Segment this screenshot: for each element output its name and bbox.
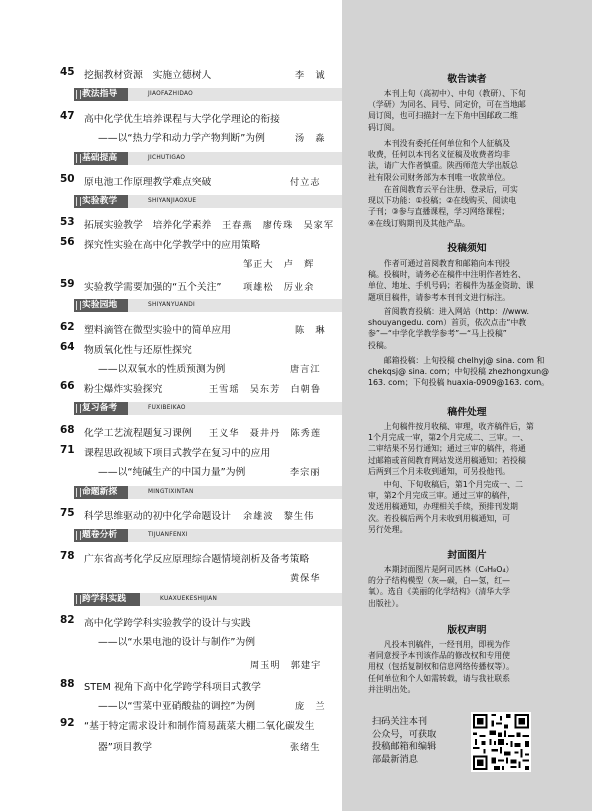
page-number: 47 — [60, 110, 75, 122]
paragraph: 作者可通过首阅教育和邮箱向本刊投 稿。投稿时，请务必在稿件中注明作者姓名、 单位、地址、手机号码；若稿件为基金资助、课 题项目稿件，请参考本刊刊文进行标注。 — [368, 259, 534, 302]
article-title[interactable]: 实验教学需要加强的“五个关注” — [84, 282, 222, 293]
paragraph: 本刊没有委托任何单位和个人征稿及 收费，任何以本刊名义征稿及收费者均非 法，请广大作者慎重。陕西师范大学出版总 社有限公司财务部为本刊唯一收款单位。 — [368, 139, 518, 182]
section-title: 复习备考 — [74, 402, 128, 415]
page-number: 50 — [60, 173, 75, 185]
heading-cover-image: 封面图片 — [447, 550, 487, 561]
page-number: 64 — [60, 341, 75, 353]
article-title[interactable]: 广东省高考化学反应原理综合题情境剖析及备考策略 — [84, 554, 310, 565]
section-title: 实验教学 — [74, 195, 128, 208]
article-authors: 王义华 聂井丹 陈秀莲 — [209, 428, 322, 439]
section-pinyin: JICHUTIGAO — [128, 152, 342, 165]
paragraph: 首阅教育投稿：进入网站（http：//www. shouyangedu. com）首页，依次点击“中教 参”—“中学化学教学参考”—“马上投稿” 投稿。 — [368, 307, 530, 350]
section-title: 跨学科实践 — [74, 593, 140, 606]
article-authors: 邹正大 卢 辉 — [243, 259, 315, 270]
page-number: 59 — [60, 278, 75, 290]
article-title[interactable]: 探究性实验在高中化学教学中的应用策略 — [84, 240, 261, 251]
paragraph: 邮箱投稿：上旬投稿 chelhyj@ sina. com 和 chekqsj@ sina. com；中旬投稿 zhezhongxun@ 163. com；下旬投稿 huaxia-0909@163. com。 — [368, 356, 550, 388]
section-title: 基础提高 — [74, 152, 128, 165]
article-title[interactable]: 高中化学跨学科实验教学的设计与实践 — [84, 618, 251, 629]
article-author: 李 诚 — [295, 70, 326, 81]
page-number: 78 — [60, 550, 75, 562]
article-author: 唐言江 — [290, 364, 321, 375]
article-author: 付立志 — [290, 177, 321, 188]
section-pinyin: SHIYANYUANDI — [128, 299, 342, 312]
article-title[interactable]: 塑料滴管在微型实验中的简单应用 — [84, 325, 231, 336]
page-number: 88 — [60, 678, 75, 690]
article-title[interactable]: 化学工艺流程题复习课例 — [84, 428, 192, 439]
section-pinyin: KUAXUEKESHIJIAN — [140, 593, 342, 606]
page-number: 82 — [60, 614, 75, 626]
section-title: 命题新探 — [74, 486, 128, 499]
page-number: 53 — [60, 216, 75, 228]
qr-code-icon[interactable] — [471, 712, 531, 772]
page-number: 75 — [60, 507, 75, 519]
article-subtitle: ——以“雪菜中亚硝酸盐的调控”为例 — [98, 701, 256, 712]
paragraph: 上旬稿件按月收稿、审理，收齐稿件后，第 1个月完成一审，第2个月完成二、三审。一、 二审结果不另行通知；通过三审的稿件，将通 过邮箱或首阅教育网站发送用稿通知；若投稿 后两到三个月未收到通知，可另投他刊。 — [368, 422, 534, 476]
article-author: 张绪生 — [290, 742, 321, 753]
article-title[interactable]: 粉尘爆炸实验探究 — [84, 384, 163, 395]
article-authors: 王春燕 廖传珠 吴家军 — [222, 220, 335, 231]
heading-manuscript-processing: 稿件处理 — [447, 407, 487, 418]
paragraph: 凡投本刊稿件，一经刊用，即视为作 者同意授予本刊该作品的修改权和专用使 用权（包括复制权和信息网络传播权等）。 任何单位和个人如需转载，请与我社联系 并注明出处。 — [368, 640, 514, 694]
article-title[interactable]: 科学思维驱动的初中化学命题设计 — [84, 511, 231, 522]
page-number: 68 — [60, 424, 75, 436]
page-number: 56 — [60, 236, 75, 248]
heading-copyright: 版权声明 — [447, 625, 487, 636]
article-authors: 周玉明 郭建宇 — [250, 660, 322, 671]
article-title[interactable]: 课程思政视域下项目式教学在复习中的应用 — [84, 448, 271, 459]
article-title[interactable]: 拓展实验教学 培养化学素养 — [84, 220, 212, 231]
article-title[interactable]: 挖掘教材资源 实施立德树人 — [84, 70, 212, 81]
heading-reader-notice: 敬告读者 — [447, 74, 487, 85]
article-title[interactable]: STEM 视角下高中化学跨学科项目式教学 — [84, 682, 261, 693]
article-title[interactable]: “基于特定需求设计和制作简易蔬菜大棚二氧化碳发生 — [84, 721, 315, 732]
page-number: 71 — [60, 444, 75, 456]
paragraph: 本期封面图片是阿司匹林（C₉H₈O₄） 的分子结构模型（灰—碳，白—氢，红— 氧）。选自《美丽的化学结构》（清华大学 出版社）。 — [368, 565, 514, 608]
section-pinyin: SHIYANJIAOXUE — [128, 195, 342, 208]
section-title: 题卷分析 — [74, 529, 128, 542]
paragraph: 中旬、下旬收稿后，第1个月完成一、二 审，第2个月完成三审。通过三审的稿件， 发送用稿通知，办理相关手续，预排刊发期 次。若投稿后两个月未收到用稿通知，可 另行处理。 — [368, 480, 523, 534]
article-author: 汤 淼 — [295, 133, 326, 144]
article-authors: 余雄波 黎生伟 — [243, 511, 315, 522]
section-pinyin: JIAOFAZHIDAO — [128, 88, 342, 101]
article-title[interactable]: 物质氧化性与还原性探究 — [84, 345, 192, 356]
article-authors: 项雄松 厉业余 — [243, 282, 315, 293]
paragraph: 本刊上旬（高初中）、中旬（教研）、下旬 （学研）为同名、同号、同定价，可在当地邮 局订阅，也可扫描封一左下角中国邮政二维 码订阅。 — [368, 89, 526, 132]
article-title[interactable]: 原电池工作原理教学难点突破 — [84, 177, 212, 188]
article-subtitle: ——以“纯碱生产的中国力量”为例 — [98, 467, 246, 478]
article-author: 李宗丽 — [290, 467, 321, 478]
notice-sidebar — [342, 0, 592, 811]
article-author: 黄保华 — [290, 573, 321, 584]
article-subtitle: ——以“水果电池的设计与制作”为例 — [98, 637, 256, 648]
article-title[interactable]: 高中化学优生培养课程与大学化学理论的衔接 — [84, 114, 280, 125]
article-title-continued: 器”项目教学 — [98, 742, 153, 753]
page-number: 45 — [60, 66, 75, 78]
article-author: 庞 兰 — [295, 701, 326, 712]
page-number: 66 — [60, 380, 75, 392]
section-pinyin: TIJUANFENXI — [128, 529, 342, 542]
heading-submission-guide: 投稿须知 — [447, 243, 487, 254]
page-number: 62 — [60, 321, 75, 333]
article-subtitle: ——以双氧水的性质预测为例 — [98, 364, 226, 375]
scan-prompt: 扫码关注本刊 公众号，可获取 投稿邮箱和编辑 部最新消息 — [372, 716, 437, 765]
section-pinyin: MINGTIXINTAN — [128, 486, 342, 499]
page-number: 92 — [60, 717, 75, 729]
section-title: 教法指导 — [74, 88, 128, 101]
article-subtitle: ——以“热力学和动力学产物判断”为例 — [98, 133, 265, 144]
paragraph: 在首阅教育云平台注册、登录后，可实 现以下功能：①投稿；②在线购买、阅读电 子刊；③参与直播课程，学习网络课程； ④在线订购期刊及其他产品。 — [368, 185, 518, 228]
section-pinyin: FUXIBEIKAO — [128, 402, 342, 415]
article-authors: 王雪瑶 吴东芳 白朝鲁 — [209, 384, 322, 395]
article-author: 陈 琳 — [295, 325, 326, 336]
section-title: 实验园地 — [74, 299, 128, 312]
